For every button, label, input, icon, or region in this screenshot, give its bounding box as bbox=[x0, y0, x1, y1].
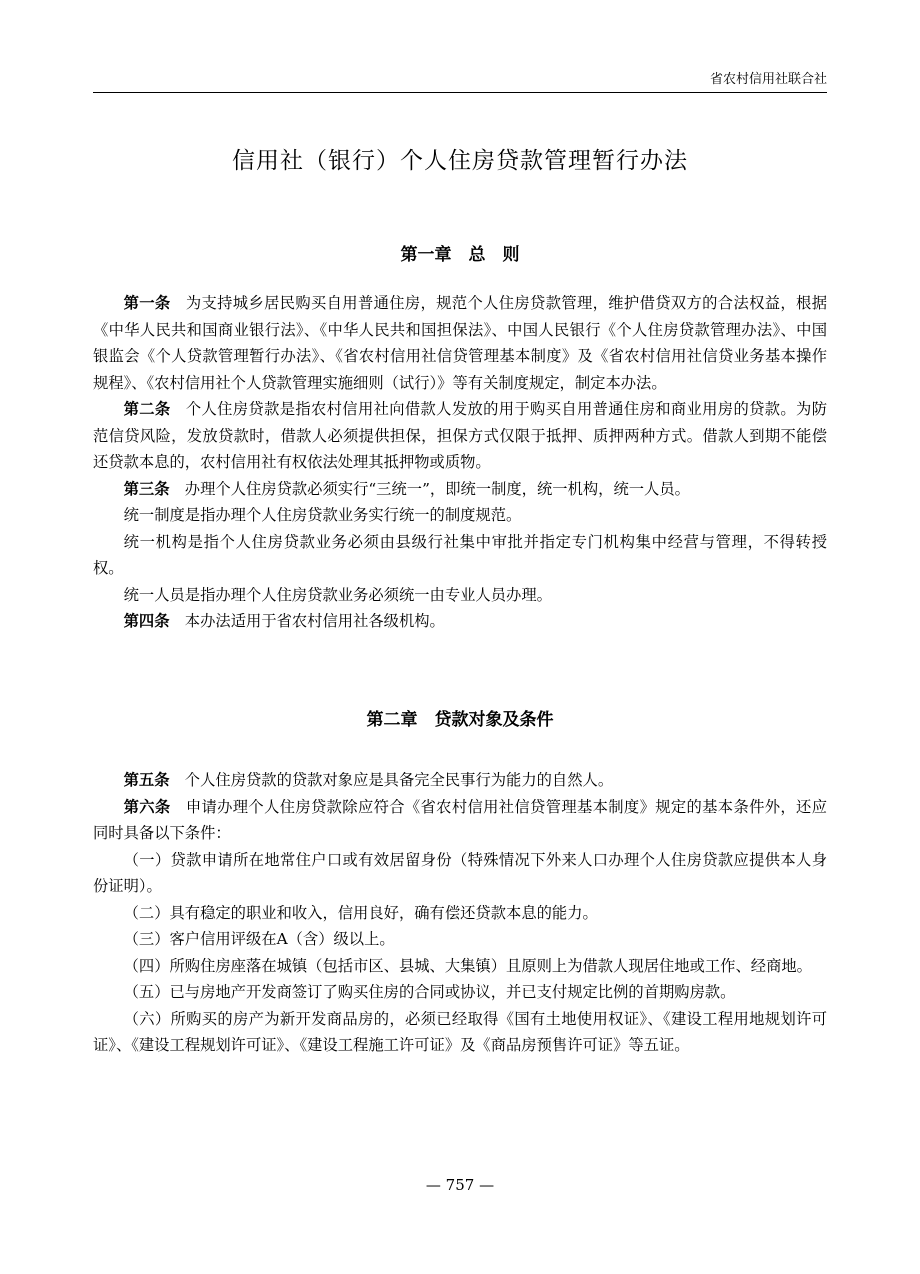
article-text: 本办法适用于省农村信用社各级机构。 bbox=[184, 612, 445, 630]
article-text: 统一人员是指办理个人住房贷款业务必须统一由专业人员办理。 bbox=[123, 585, 552, 604]
article-text: 办理个人住房贷款必须实行“三统一”，即统一制度，统一机构，统一人员。 bbox=[184, 479, 690, 498]
article-text: 个人住房贷款的贷款对象应是具备完全民事行为能力的自然人。 bbox=[184, 771, 614, 789]
chapter-2-body bbox=[93, 767, 827, 1059]
article-paragraph bbox=[93, 979, 827, 1006]
article-paragraph bbox=[93, 529, 827, 582]
article-text: （一）贷款申请所在地常住户口或有效居留身份（特殊情况下外来人口办理个人住房贷款应提供本人身份证明）。 bbox=[93, 850, 827, 895]
article-label: 第六条 bbox=[123, 797, 171, 816]
chapter-1-body bbox=[93, 290, 827, 635]
article-text: （五）已与房地产开发商签订了购买住房的合同或协议，并已支付规定比例的首期购房款。 bbox=[123, 983, 736, 1001]
article-paragraph bbox=[93, 847, 827, 900]
running-header bbox=[93, 70, 827, 93]
chapter-1-heading: 第一章 总 则 bbox=[400, 245, 520, 265]
article-paragraph bbox=[93, 476, 827, 503]
article-paragraph bbox=[93, 926, 827, 953]
article-text: 申请办理个人住房贷款除应符合《省农村信用社信贷管理基本制度》规定的基本条件外，还应同时具备以下条件： bbox=[93, 797, 827, 842]
article-text: （三）客户信用评级在A（含）级以上。 bbox=[123, 930, 395, 948]
article-text: （二）具有稳定的职业和收入，信用良好，确有偿还贷款本息的能力。 bbox=[123, 903, 598, 922]
document-title: 信用社（银行）个人住房贷款管理暂行办法 bbox=[232, 148, 688, 174]
article-paragraph bbox=[93, 608, 827, 635]
page-number: — 757 — bbox=[425, 1176, 495, 1194]
article-label: 第三条 bbox=[123, 479, 170, 498]
article-label: 第二条 bbox=[123, 400, 171, 418]
article-paragraph bbox=[93, 953, 827, 980]
header-org: 省农村信用社联合社 bbox=[709, 72, 827, 87]
article-paragraph bbox=[93, 767, 827, 794]
article-paragraph bbox=[93, 396, 827, 476]
chapter-2-heading: 第二章 贷款对象及条件 bbox=[366, 710, 554, 730]
article-paragraph bbox=[93, 290, 827, 396]
article-paragraph bbox=[93, 502, 827, 529]
article-label: 第五条 bbox=[123, 771, 170, 789]
article-paragraph bbox=[93, 794, 827, 847]
article-label: 第四条 bbox=[123, 612, 170, 630]
article-text: 统一制度是指办理个人住房贷款业务实行统一的制度规范。 bbox=[123, 506, 522, 524]
article-text: 统一机构是指个人住房贷款业务必须由县级行社集中审批并指定专门机构集中经营与管理，不得转授权。 bbox=[93, 532, 827, 577]
article-text: （六）所购买的房产为新开发商品房的，必须已经取得《国有土地使用权证》、《建设工程用地规划许可证》、《建设工程规划许可证》、《建设工程施工许可证》及《商品房预售许可证》等五证。 bbox=[93, 1009, 827, 1054]
article-paragraph bbox=[93, 900, 827, 927]
article-text: 个人住房贷款是指农村信用社向借款人发放的用于购买自用普通住房和商业用房的贷款。为防范信贷风险，发放贷款时，借款人必须提供担保，担保方式仅限于抵押、质押两种方式。借款人到期不能偿还贷款本息的，农村信用社有权依法处理其抵押物或质物。 bbox=[93, 400, 827, 471]
article-label: 第一条 bbox=[123, 294, 171, 312]
article-paragraph bbox=[93, 582, 827, 609]
article-text: （四）所购住房座落在城镇（包括市区、县城、大集镇）且原则上为借款人现居住地或工作、经商地。 bbox=[123, 956, 812, 975]
article-text: 为支持城乡居民购买自用普通住房，规范个人住房贷款管理，维护借贷双方的合法权益，根据《中华人民共和国商业银行法》、《中华人民共和国担保法》、中国人民银行《个人住房贷款管理办法》、中国银监会《个人贷款管理暂行办法》、《省农村信用社信贷管理基本制度》及《省农村信用社信贷业务基本操作规程》、《农村信用社个人贷款管理实施细则（试行）》等有关制度规定，制定本办法。 bbox=[93, 294, 827, 392]
article-paragraph bbox=[93, 1006, 827, 1059]
